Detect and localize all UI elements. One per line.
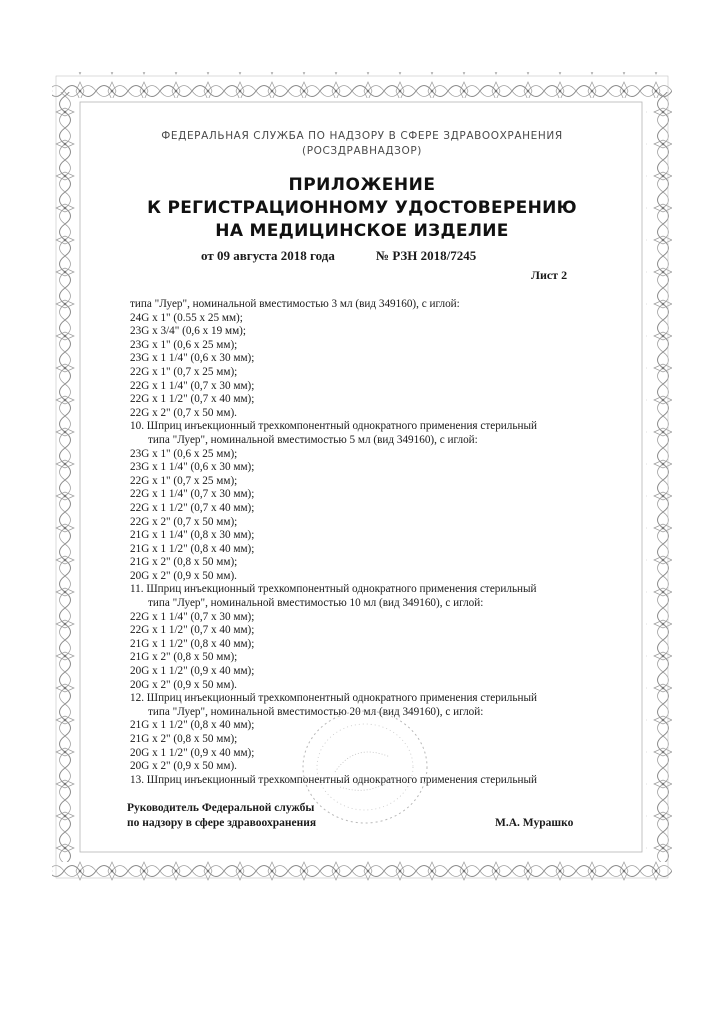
list-item: 20G x 2" (0,9 x 50 мм). <box>130 678 237 691</box>
list-item: 20G x 2" (0,9 x 50 мм). <box>130 569 237 582</box>
list-item: 22G x 2" (0,7 x 50 мм). <box>130 406 237 419</box>
signatory-position-line2: по надзору в сфере здравоохранения <box>127 817 317 829</box>
list-item: 21G x 1 1/4" (0,8 x 30 мм); <box>130 529 255 542</box>
list-item: 23G x 1" (0,6 x 25 мм); <box>130 447 238 460</box>
list-item: 22G x 1 1/4" (0,7 x 30 мм); <box>130 379 255 392</box>
sheet-number: Лист 2 <box>531 268 568 282</box>
list-item: 20G x 2" (0,9 x 50 мм). <box>130 760 237 773</box>
list-item: 12. Шприц инъекционный трехкомпонентный однократного применения стерильный <box>130 692 537 705</box>
list-item: 21G x 1 1/2" (0,8 x 40 мм); <box>130 719 255 732</box>
list-item: 23G x 3/4" (0,6 x 19 мм); <box>130 325 246 338</box>
list-item: 22G x 1 1/2" (0,7 x 40 мм); <box>130 393 255 406</box>
list-item: типа "Луер", номинальной вместимостью 20 мл (вид 349160), с иглой: <box>148 705 484 718</box>
official-seal <box>295 702 435 832</box>
agency-abbreviation: (РОСЗДРАВНАДЗОР) <box>302 145 422 157</box>
list-item: 13. Шприц инъекционный трехкомпонентный однократного применения стерильный <box>130 773 537 786</box>
issue-date: от 09 августа 2018 года <box>201 248 335 263</box>
list-item: 21G x 1 1/2" (0,8 x 40 мм); <box>130 637 255 650</box>
list-item: 24G x 1" (0.55 x 25 мм); <box>130 311 243 324</box>
list-item: 22G x 1 1/4" (0,7 x 30 мм); <box>130 488 255 501</box>
list-item: типа "Луер", номинальной вместимостью 10 мл (вид 349160), с иглой: <box>148 597 484 610</box>
list-item: 23G x 1 1/4" (0,6 x 30 мм); <box>130 352 255 365</box>
signatory-name: М.А. Мурашко <box>495 817 574 829</box>
list-item: 20G x 1 1/2" (0,9 x 40 мм); <box>130 665 255 678</box>
list-item: 21G x 1 1/2" (0,8 x 40 мм); <box>130 542 255 555</box>
list-item: 22G x 1" (0,7 x 25 мм); <box>130 365 238 378</box>
list-item: 11. Шприц инъекционный трехкомпонентный однократного применения стерильный <box>130 583 537 596</box>
registration-number: № РЗН 2018/7245 <box>376 248 477 263</box>
list-item: 21G x 2" (0,8 x 50 мм); <box>130 556 238 569</box>
list-item: 22G x 1 1/4" (0,7 x 30 мм); <box>130 610 255 623</box>
list-item: 22G x 2" (0,7 x 50 мм); <box>130 515 238 528</box>
list-item: 21G x 2" (0,8 x 50 мм); <box>130 733 238 745</box>
list-item: 23G x 1 1/4" (0,6 x 30 мм); <box>130 461 255 474</box>
document-subtitle-2: НА МЕДИЦИНСКОЕ ИЗДЕЛИЕ <box>215 221 509 241</box>
list-item: типа "Луер", номинальной вместимостью 5 мл (вид 349160), с иглой: <box>148 433 478 446</box>
list-item: 20G x 1 1/2" (0,9 x 40 мм); <box>130 746 255 759</box>
list-item: 22G x 1 1/2" (0,7 x 40 мм); <box>130 624 255 637</box>
document-title: ПРИЛОЖЕНИЕ <box>288 175 436 195</box>
list-item: 10. Шприц инъекционный трехкомпонентный однократного применения стерильный <box>130 420 537 433</box>
document-subtitle-1: К РЕГИСТРАЦИОННОМУ УДОСТОВЕРЕНИЮ <box>147 198 577 218</box>
signatory-position-line1: Руководитель Федеральной службы <box>127 802 315 814</box>
list-item: 23G x 1" (0,6 x 25 мм); <box>130 338 238 351</box>
agency-name: ФЕДЕРАЛЬНАЯ СЛУЖБА ПО НАДЗОРУ В СФЕРЕ ЗДРАВООХРАНЕНИЯ <box>161 130 563 142</box>
list-item: типа "Луер", номинальной вместимостью 3 мл (вид 349160), с иглой: <box>130 298 460 310</box>
list-item: 22G x 1" (0,7 x 25 мм); <box>130 474 238 487</box>
list-item: 22G x 1 1/2" (0,7 x 40 мм); <box>130 501 255 514</box>
list-item: 21G x 2" (0,8 x 50 мм); <box>130 651 238 664</box>
